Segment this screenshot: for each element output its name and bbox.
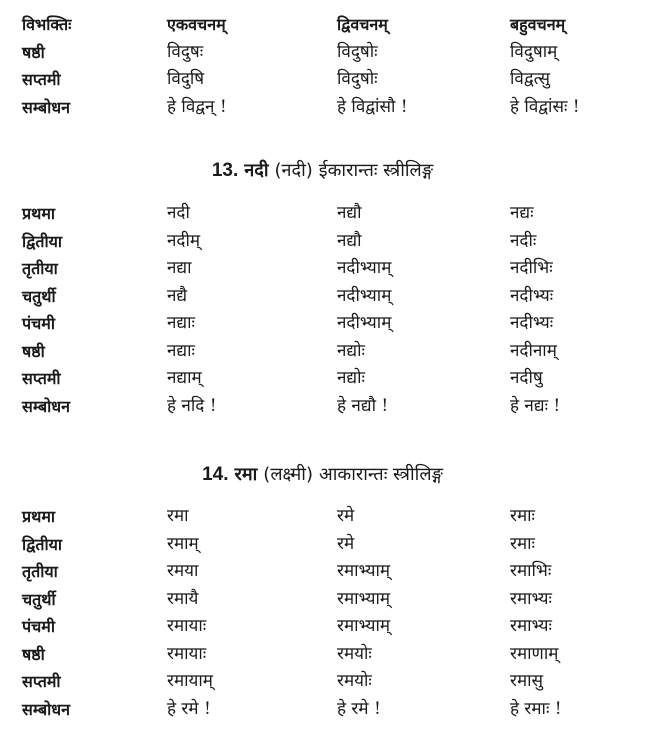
section-heading-nadi: [0, 158, 645, 182]
plural-form: रमाणाम्: [510, 643, 559, 664]
case-label: पंचमी: [22, 314, 55, 333]
singular-form: नद्याम्: [167, 368, 202, 388]
case-label: चतुर्थी: [22, 589, 56, 609]
plural-form: नदीषु: [510, 368, 543, 388]
declension-table-rama: [0, 503, 645, 723]
singular-form: रमाम्: [167, 533, 199, 554]
table-row: [0, 531, 645, 559]
singular-form: रमायाम्: [167, 671, 213, 691]
dual-form: विदुषोः: [337, 41, 378, 62]
dual-form: रमे: [337, 506, 355, 526]
singular-form: हे रमे !: [167, 698, 211, 719]
singular-form: रमायाः: [167, 643, 207, 664]
plural-form: रमाः: [510, 533, 535, 554]
dual-form: हे नद्यौ !: [337, 395, 389, 416]
plural-form: रमाभिः: [510, 561, 552, 581]
plural-form: नदीभ्यः: [510, 313, 554, 333]
table-row: [0, 228, 645, 256]
case-label: प्रथमा: [22, 204, 56, 223]
dual-form: रमाभ्याम्: [337, 588, 391, 609]
case-label: चतुर्थी: [22, 286, 56, 306]
singular-form: नद्याः: [167, 313, 195, 333]
dual-form: नद्योः: [337, 368, 365, 388]
table-row: [0, 586, 645, 614]
table-row: [0, 503, 645, 531]
section-meaning: (लक्ष्मी): [263, 464, 313, 485]
dual-form: नद्यौ: [337, 203, 362, 223]
declension-table-vidvas: [0, 11, 645, 121]
singular-form: नद्यै: [167, 285, 188, 306]
section-number: 13.: [211, 160, 239, 181]
plural-form: रमाः: [510, 506, 535, 526]
case-label: द्वितीया: [22, 534, 63, 554]
table-row: [0, 338, 645, 366]
singular-form: हे नदि !: [167, 395, 217, 416]
header-singular: एकवचनम्: [167, 15, 226, 34]
case-label: सम्बोधन: [22, 396, 71, 416]
table-row: [0, 283, 645, 311]
case-label: द्वितीया: [22, 231, 63, 251]
case-label: षष्ठी: [22, 341, 45, 361]
dual-form: हे विद्वांसौ !: [337, 96, 408, 117]
singular-form: नदी: [167, 203, 190, 223]
case-label: सम्बोधन: [22, 699, 71, 719]
dual-form: रमयोः: [337, 643, 372, 664]
section-word: रमा: [234, 464, 258, 485]
table-row: [0, 310, 645, 338]
dual-form: हे रमे !: [337, 698, 381, 719]
dual-form: नदीभ्याम्: [337, 258, 392, 278]
case-label: प्रथमा: [22, 507, 56, 526]
case-label: सप्तमी: [22, 369, 61, 388]
singular-form: विदुषि: [167, 69, 205, 89]
case-label: सम्बोधन: [22, 97, 71, 117]
plural-form: हे नद्यः !: [510, 395, 561, 416]
case-label: सप्तमी: [22, 70, 61, 89]
plural-form: रमाभ्यः: [510, 588, 552, 609]
section-number: 14.: [202, 464, 229, 485]
section-heading-rama: [0, 462, 645, 486]
singular-form: हे विद्वन् !: [167, 96, 227, 117]
plural-form: नदीभिः: [510, 258, 553, 278]
section-meaning: (नदी): [274, 160, 313, 181]
section-type: ईकारान्तः स्त्रीलिङ्ग: [318, 160, 434, 181]
table-row: [0, 641, 645, 669]
plural-form: रमासु: [510, 671, 544, 691]
plural-form: हे विद्वांसः !: [510, 96, 580, 117]
table-row: [0, 558, 645, 586]
plural-form: नदीनाम्: [510, 340, 557, 361]
section-type: आकारान्तः स्त्रीलिङ्ग: [318, 464, 443, 485]
plural-form: विद्वत्सु: [510, 69, 550, 89]
table-row: [0, 94, 645, 122]
case-label: षष्ठी: [22, 644, 45, 664]
dual-form: नद्यौ: [337, 230, 362, 251]
singular-form: रमा: [167, 506, 189, 526]
table-row: [0, 255, 645, 283]
plural-form: नद्यः: [510, 203, 534, 223]
singular-form: विदुषः: [167, 41, 204, 62]
section-word: नदी: [244, 160, 269, 181]
case-label: सप्तमी: [22, 672, 61, 691]
table-row: [0, 200, 645, 228]
dual-form: रमे: [337, 533, 355, 554]
dual-form: रमयोः: [337, 671, 372, 691]
plural-form: रमाभ्यः: [510, 616, 552, 636]
singular-form: रमया: [167, 561, 199, 581]
case-label: षष्ठी: [22, 42, 45, 62]
table-row: [0, 613, 645, 641]
dual-form: नदीभ्याम्: [337, 313, 392, 333]
plural-form: विदुषाम्: [510, 41, 558, 62]
case-label: तृतीया: [22, 562, 58, 581]
case-label: तृतीया: [22, 259, 58, 278]
dual-form: विदुषोः: [337, 69, 378, 89]
singular-form: नदीम्: [167, 230, 201, 251]
table-row: [0, 393, 645, 421]
table-row: [0, 668, 645, 696]
header-case: विभक्तिः: [22, 15, 72, 34]
singular-form: रमायाः: [167, 616, 207, 636]
singular-form: नद्या: [167, 258, 192, 278]
header-dual: द्विवचनम्: [337, 15, 388, 34]
plural-form: नदीभ्यः: [510, 285, 554, 306]
header-plural: बहुवचनम्: [510, 15, 566, 34]
singular-form: रमायै: [167, 588, 199, 609]
table-row: [0, 39, 645, 67]
plural-form: हे रमाः !: [510, 698, 562, 719]
table-row: [0, 696, 645, 724]
dual-form: नदीभ्याम्: [337, 285, 392, 306]
table-header-row: [0, 11, 645, 39]
dual-form: रमाभ्याम्: [337, 561, 391, 581]
table-row: [0, 66, 645, 94]
case-label: पंचमी: [22, 617, 55, 636]
table-row: [0, 365, 645, 393]
declension-table-nadi: [0, 200, 645, 420]
plural-form: नदीः: [510, 230, 537, 251]
dual-form: रमाभ्याम्: [337, 616, 391, 636]
singular-form: नद्याः: [167, 340, 195, 361]
dual-form: नद्योः: [337, 340, 365, 361]
